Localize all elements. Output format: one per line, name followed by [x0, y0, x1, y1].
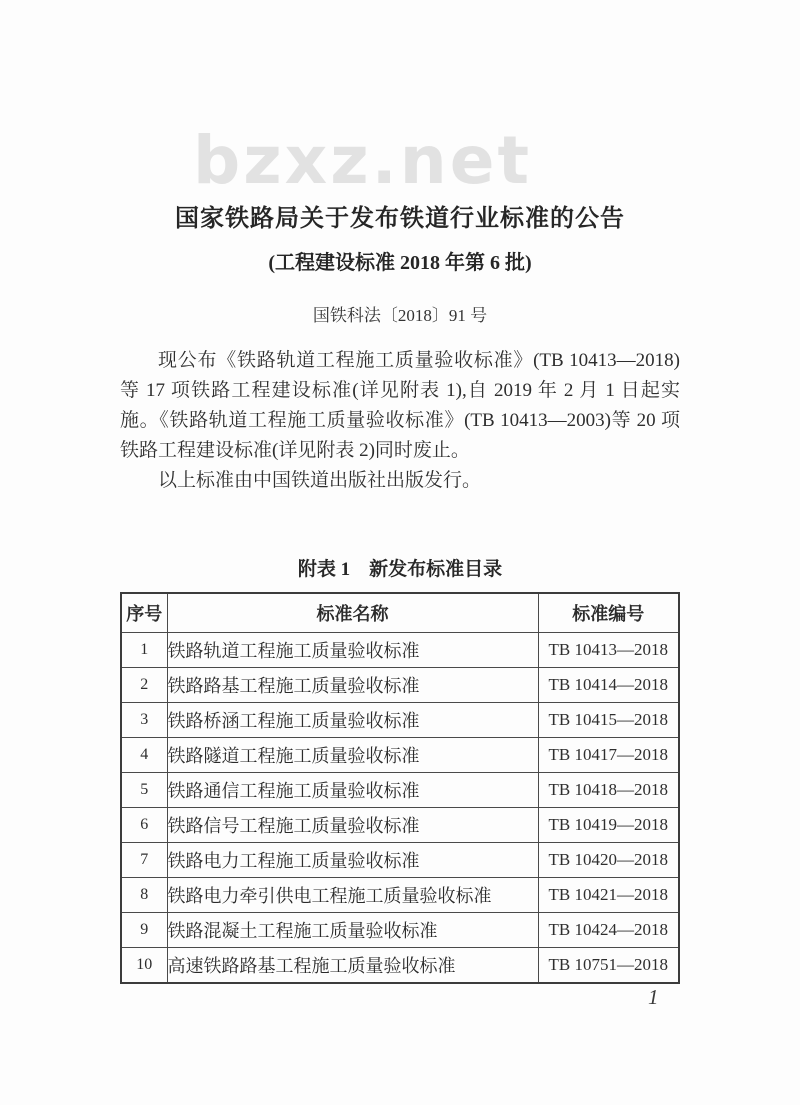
- table-row: [121, 703, 679, 738]
- cell-code: TB 10413—2018: [538, 633, 679, 668]
- cell-seq: 10: [121, 948, 167, 984]
- standards-table: [120, 592, 680, 984]
- table-row: [121, 668, 679, 703]
- cell-name: 铁路混凝土工程施工质量验收标准: [167, 913, 538, 948]
- cell-name: 铁路路基工程施工质量验收标准: [167, 668, 538, 703]
- header-code: 标准编号: [538, 593, 679, 633]
- paragraph-announcement: 现公布《铁路轨道工程施工质量验收标准》(TB 10413—2018)等 17 项铁路工程建设标准(详见附表 1),自 2019 年 2 月 1 日起实施。《铁路轨道工程施工质量验收标准》(TB 10413—2003)等 20 项铁路工程建设标准(详见附表 2)同时废止。: [120, 350, 680, 461]
- cell-code: TB 10420—2018: [538, 843, 679, 878]
- cell-seq: 1: [121, 633, 167, 668]
- table-row: [121, 633, 679, 668]
- table-row: [121, 773, 679, 808]
- cell-code: TB 10417—2018: [538, 738, 679, 773]
- cell-name: 高速铁路路基工程施工质量验收标准: [167, 948, 538, 984]
- cell-seq: 4: [121, 738, 167, 773]
- table-row: [121, 913, 679, 948]
- cell-code: TB 10415—2018: [538, 703, 679, 738]
- paragraph-publisher: 以上标准由中国铁道出版社出版发行。: [158, 470, 482, 491]
- cell-seq: 7: [121, 843, 167, 878]
- cell-code: TB 10414—2018: [538, 668, 679, 703]
- cell-code: TB 10419—2018: [538, 808, 679, 843]
- cell-code: TB 10751—2018: [538, 948, 679, 984]
- table-row: [121, 948, 679, 984]
- cell-seq: 6: [121, 808, 167, 843]
- cell-code: TB 10421—2018: [538, 878, 679, 913]
- doc-number: 国铁科法〔2018〕91 号: [312, 306, 488, 325]
- table-row: [121, 843, 679, 878]
- table-row: [121, 878, 679, 913]
- cell-code: TB 10424—2018: [538, 913, 679, 948]
- header-name: 标准名称: [167, 593, 538, 633]
- table-row: [121, 808, 679, 843]
- body-text: [120, 346, 680, 496]
- cell-name: 铁路电力牵引供电工程施工质量验收标准: [167, 878, 538, 913]
- cell-name: 铁路电力工程施工质量验收标准: [167, 843, 538, 878]
- table-header-row: [121, 593, 679, 633]
- table-row: [121, 738, 679, 773]
- table-caption: 附表 1 新发布标准目录: [297, 559, 503, 580]
- cell-name: 铁路信号工程施工质量验收标准: [167, 808, 538, 843]
- cell-name: 铁路隧道工程施工质量验收标准: [167, 738, 538, 773]
- header-seq: 序号: [121, 593, 167, 633]
- page-title: 国家铁路局关于发布铁道行业标准的公告: [175, 206, 625, 232]
- cell-seq: 2: [121, 668, 167, 703]
- page-number: 1: [648, 985, 659, 1009]
- cell-seq: 3: [121, 703, 167, 738]
- cell-seq: 5: [121, 773, 167, 808]
- cell-seq: 9: [121, 913, 167, 948]
- cell-name: 铁路桥涵工程施工质量验收标准: [167, 703, 538, 738]
- doc-subtitle: (工程建设标准 2018 年第 6 批): [268, 252, 532, 274]
- cell-code: TB 10418—2018: [538, 773, 679, 808]
- cell-name: 铁路轨道工程施工质量验收标准: [167, 633, 538, 668]
- cell-name: 铁路通信工程施工质量验收标准: [167, 773, 538, 808]
- watermark-text: bzxz.net: [193, 122, 533, 199]
- cell-seq: 8: [121, 878, 167, 913]
